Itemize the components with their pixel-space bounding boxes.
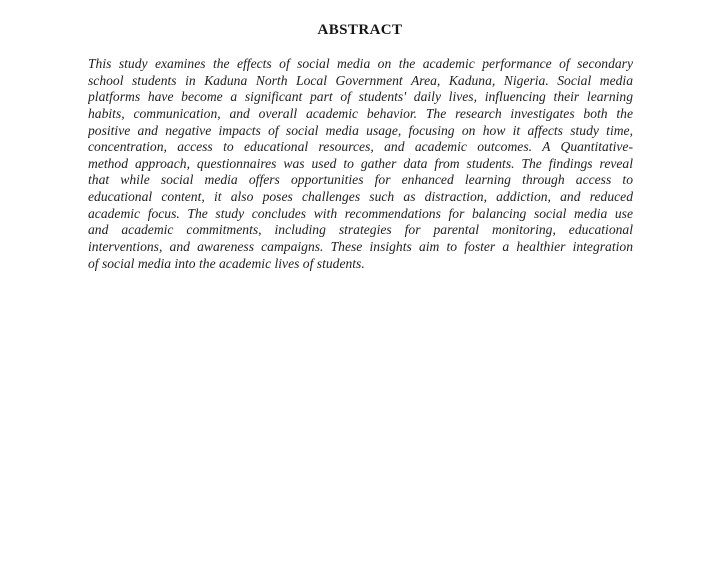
- paragraph-line: academic focus. The study concludes with recommendations for balancing social media use: [88, 205, 633, 221]
- paragraph-line: interventions, and awareness campaigns. These insights aim to foster a healthier integration: [88, 239, 633, 255]
- paragraph-line: school students in Kaduna North Local Government Area, Kaduna, Nigeria. Social media: [88, 72, 633, 88]
- abstract-heading: ABSTRACT: [317, 22, 403, 38]
- paragraph-line: educational content, it also poses challenges such as distraction, addiction, and reduced: [88, 189, 633, 205]
- paragraph-line: and academic commitments, including strategies for parental monitoring, educational: [88, 222, 633, 238]
- paragraph-line: habits, communication, and overall academic behavior. The research investigates both the: [88, 105, 633, 121]
- abstract-paragraph: [88, 56, 633, 272]
- paragraph-line: positive and negative impacts of social media usage, focusing on how it affects study time,: [88, 122, 633, 138]
- paragraph-line: method approach, questionnaires was used to gather data from students. The findings reveal: [88, 155, 633, 171]
- paragraph-line: platforms have become a significant part of students' daily lives, influencing their learning: [88, 89, 633, 105]
- paragraph-line: that while social media offers opportunities for enhanced learning through access to: [88, 172, 633, 188]
- paragraph-line: This study examines the effects of social media on the academic performance of secondary: [88, 56, 633, 71]
- paragraph-line: of social media into the academic lives of students.: [88, 255, 365, 271]
- paragraph-line: concentration, access to educational resources, and academic outcomes. A Quantitative-: [88, 139, 633, 155]
